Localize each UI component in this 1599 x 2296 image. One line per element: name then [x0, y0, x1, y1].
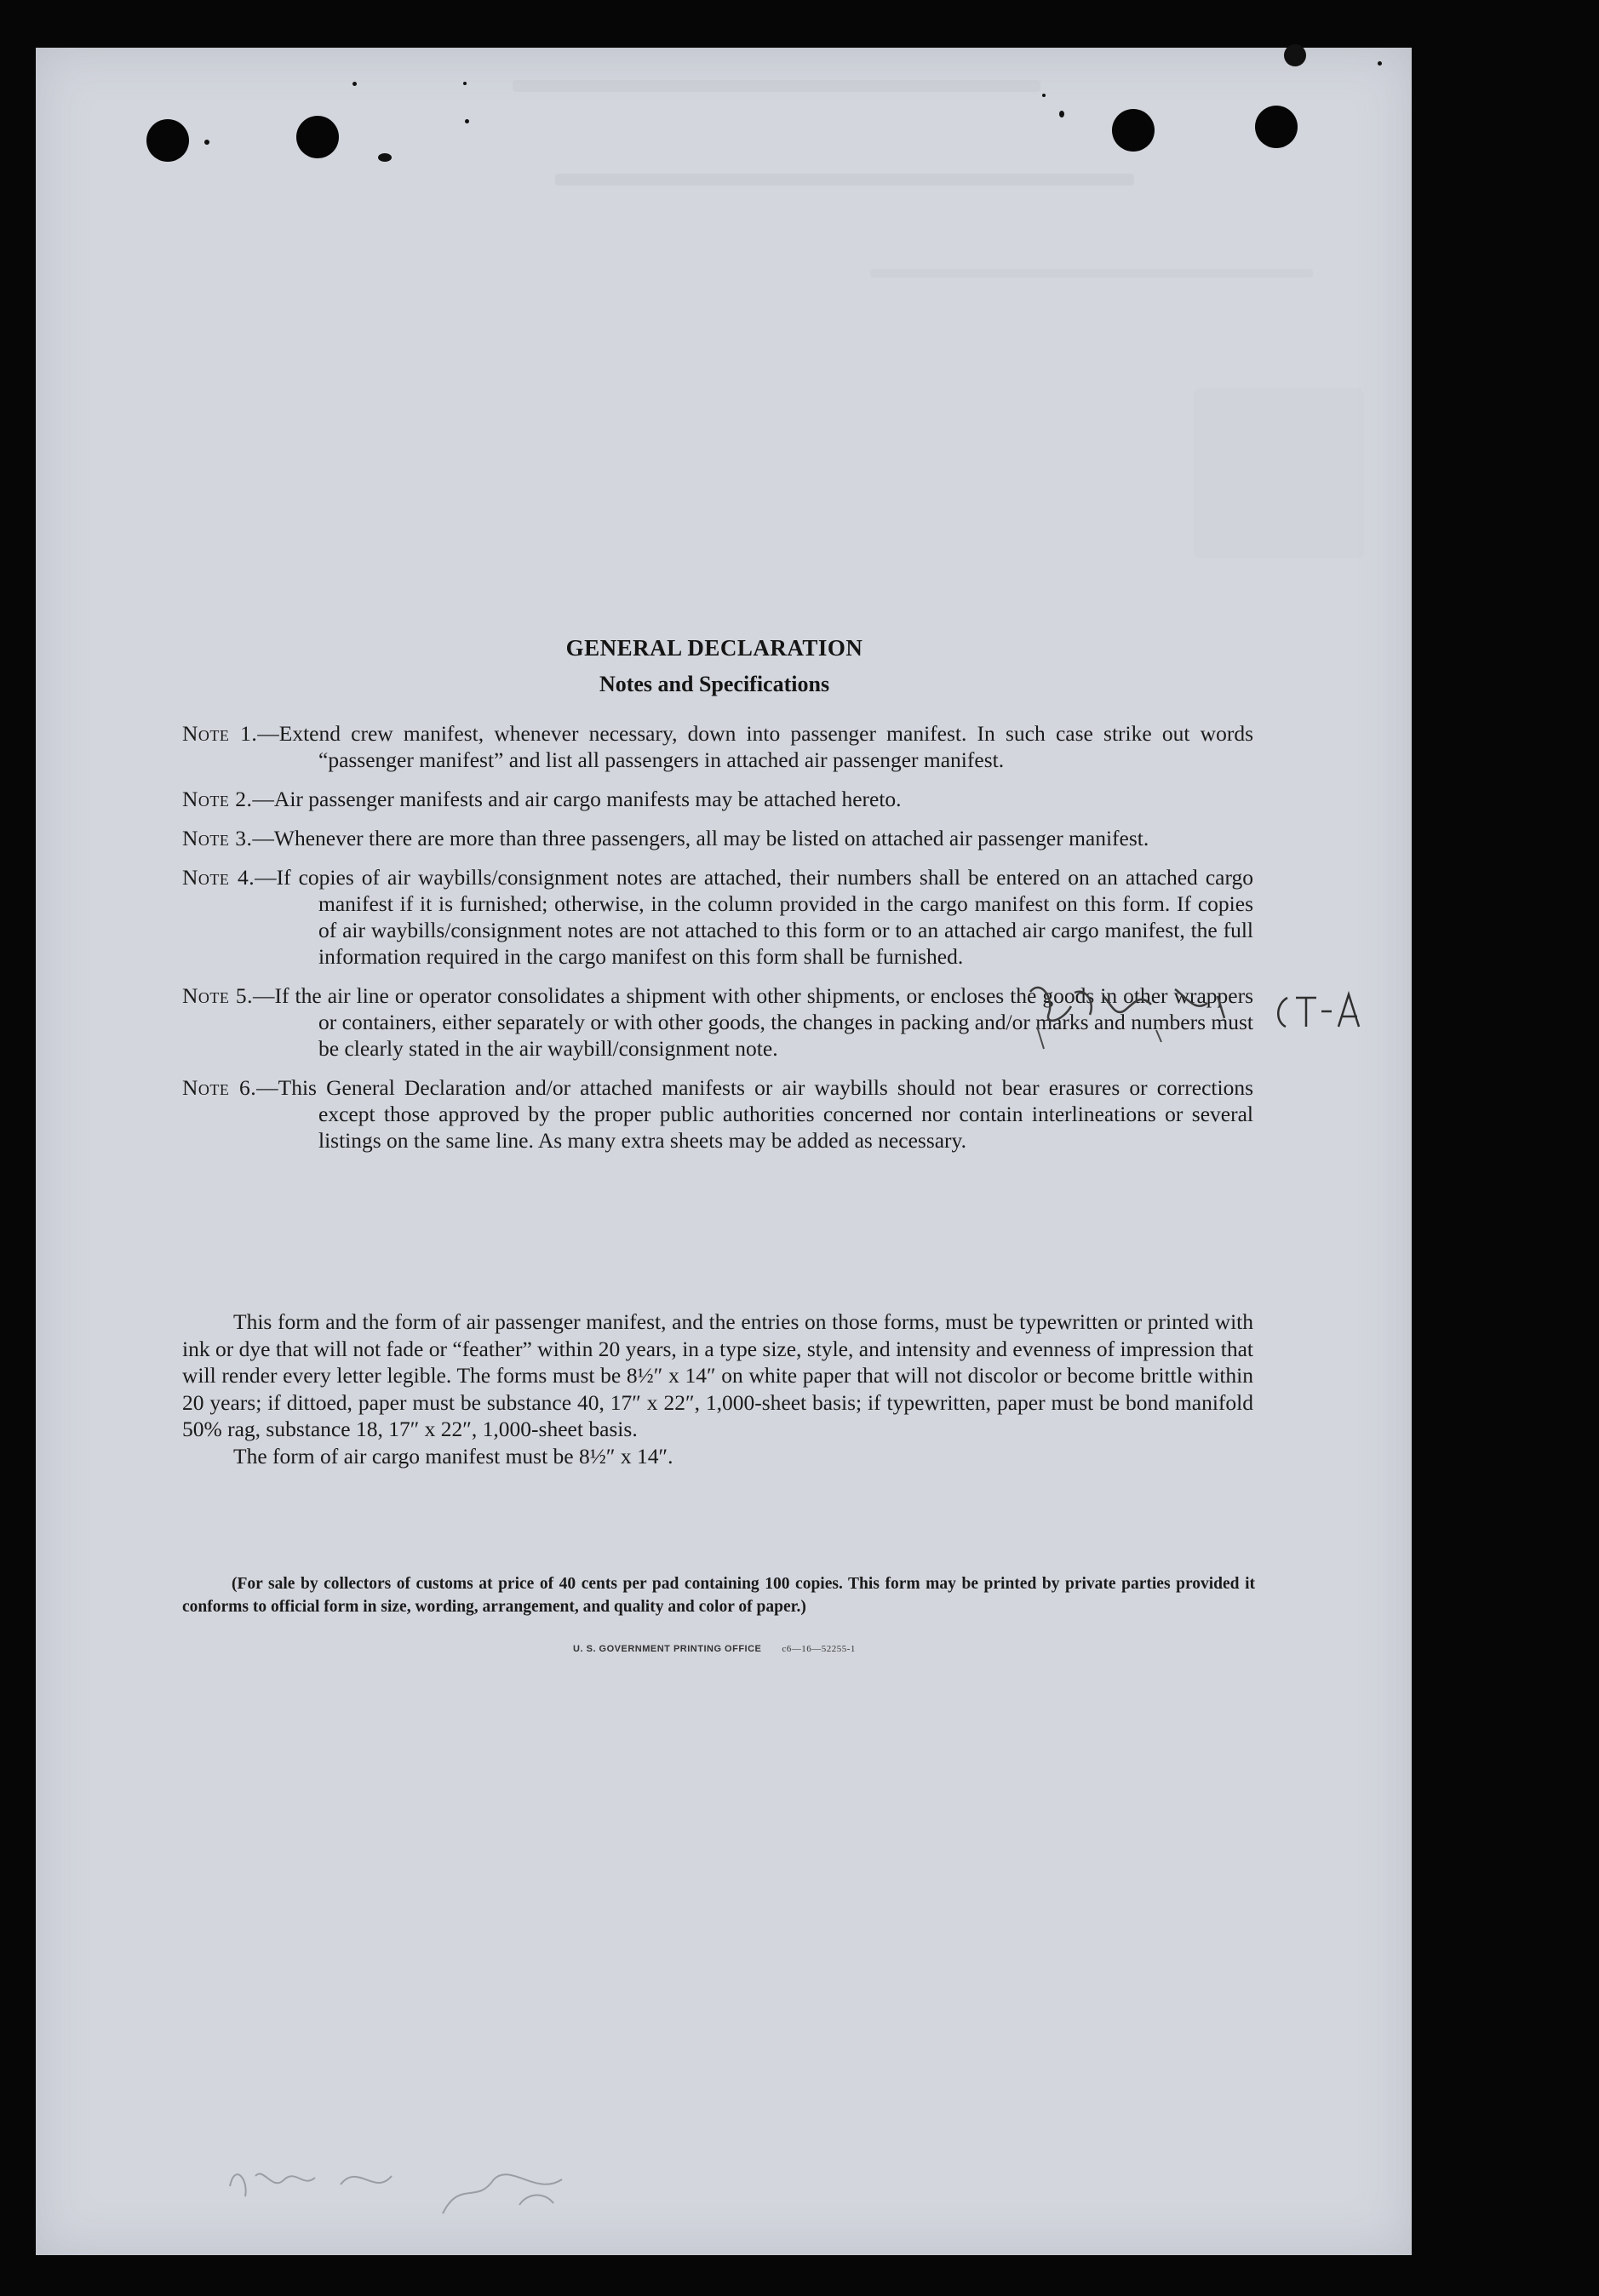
scan-speck	[1059, 111, 1064, 117]
note-text: —If copies of air waybills/consignment notes are attached, their numbers shall be entered on an attached cargo manifest if it is furnished; otherwise, in the column provided in the cargo manifest on this form. If copies of air waybills/consignment notes are not attached to this form or to an attached air cargo manifest, the full information required in the cargo manifest on this form shall be furnished.	[255, 865, 1253, 969]
sale-note	[182, 1572, 1255, 1618]
note-5	[182, 982, 1253, 1062]
printer-imprint	[0, 1644, 1429, 1654]
note-6	[182, 1074, 1253, 1154]
page-title: GENERAL DECLARATION	[565, 635, 863, 661]
note-2	[182, 786, 1253, 812]
printer-imprint-text: U. S. GOVERNMENT PRINTING OFFICE	[573, 1644, 762, 1654]
note-text: —This General Declaration and/or attached manifests or air waybills should not bear erasures or corrections except those approved by the proper public authorities concerned nor contain interlineations or several listings on the same line. As many extra sheets may be added as necessary.	[256, 1075, 1253, 1153]
scan-speck	[1284, 44, 1306, 66]
scan-speck	[378, 153, 392, 162]
note-4	[182, 864, 1253, 970]
form-requirements	[182, 1308, 1253, 1469]
note-label: Note 1.	[182, 721, 258, 746]
page-subtitle: Notes and Specifications	[599, 672, 830, 696]
punch-hole	[146, 119, 189, 162]
scan-speck	[1042, 94, 1046, 97]
punch-hole	[296, 116, 339, 158]
scan-speck	[1378, 61, 1382, 66]
printer-code: c6—16—52255-1	[782, 1644, 856, 1654]
note-label: Note 2.	[182, 787, 253, 811]
scan-speck	[352, 82, 357, 86]
note-text: —If the air line or operator consolidates a shipment with other shipments, or encloses the goods in other wrappers or containers, either separately or with other goods, the changes in packing and/or marks and numbers must be clearly stated in the air waybill/consignment note.	[253, 983, 1254, 1061]
note-text: —Air passenger manifests and air cargo manifests may be attached hereto.	[252, 787, 902, 811]
scan-speck	[463, 82, 467, 85]
form-requirements-paragraph: This form and the form of air passenger manifest, and the entries on those forms, must be typewritten or printed with ink or dye that will not fade or “feather” within 20 years, in a type size, style, and intensity and evenness of impression that will render every letter legible. The forms must be 8½″ x 14″ on white paper that will not discolor or become brittle within 20 years; if dittoed, paper must be substance 40, 17″ x 22″, 1,000-sheet basis; if typewritten, paper must be bond manifold 50% rag, substance 18, 17″ x 22″, 1,000-sheet basis.	[182, 1309, 1253, 1441]
punch-hole	[1112, 109, 1155, 152]
bleed-through	[870, 269, 1313, 278]
note-label: Note 3.	[182, 826, 253, 850]
scan-speck	[204, 140, 209, 145]
note-label: Note 5.	[182, 983, 254, 1008]
note-text: —Whenever there are more than three passengers, all may be listed on attached air passenger manifest.	[252, 826, 1149, 850]
bleed-through	[513, 80, 1040, 92]
bleed-through	[555, 174, 1134, 186]
note-label: Note 6.	[182, 1075, 257, 1100]
punch-hole	[1255, 106, 1298, 148]
note-text: —Extend crew manifest, whenever necessary, down into passenger manifest. In such case strike out words “passenger manifest” and list all passengers in attached air passenger manifest.	[257, 721, 1254, 772]
note-1	[182, 720, 1253, 773]
note-label: Note 4.	[182, 865, 255, 890]
notes-list	[182, 720, 1253, 1166]
bleed-through	[1194, 388, 1364, 558]
scan-speck	[465, 119, 469, 123]
note-3	[182, 825, 1253, 851]
cargo-manifest-size-line: The form of air cargo manifest must be 8½″ x 14″.	[233, 1443, 673, 1469]
sale-note-text: (For sale by collectors of customs at price of 40 cents per pad containing 100 copies. This form may be printed by private parties provided it conforms to official form in size, wording, arrangement, and quality and color of paper.)	[182, 1575, 1255, 1616]
